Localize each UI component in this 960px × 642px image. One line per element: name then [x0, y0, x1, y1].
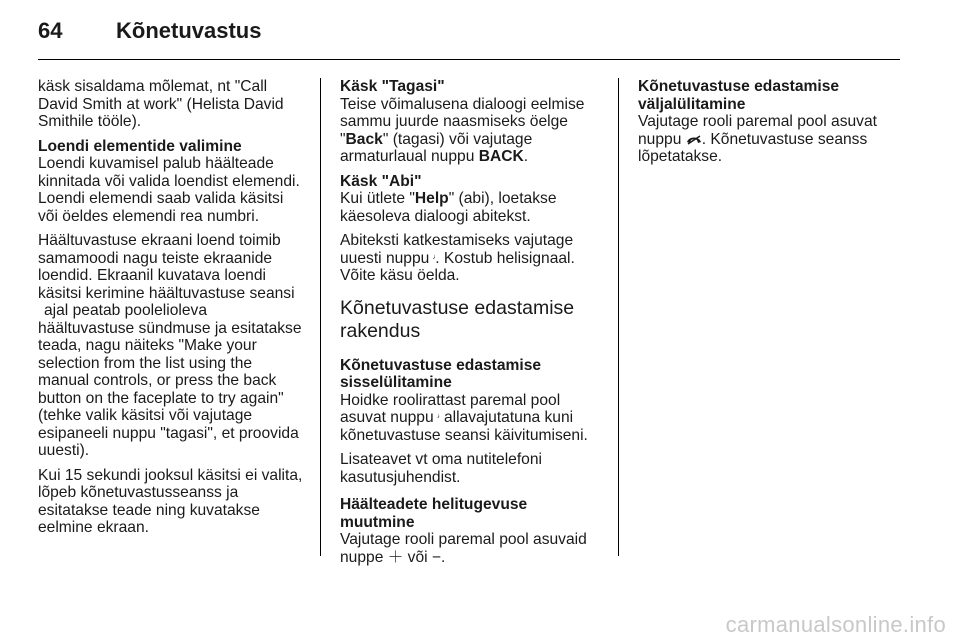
- text: sisselülitamine: [340, 374, 452, 391]
- text: allavajutatuna kuni kõnetuvastuse seansi käivitumiseni.: [340, 409, 588, 444]
- paragraph: Loendi kuvamisel palub häälteade kinnitada või valida loendist elemendi. Loendi elemendi saab valida käsitsi või öeldes elemendi rea numbri.: [38, 155, 300, 225]
- text: Häältuvastuse ekraani loend toimib samamoodi nagu teiste ekraanide loendid. Ekraanil kuvatava loendi käsitsi kerimine häältuvastuse seansi: [38, 232, 295, 302]
- subheading-volume: Häälteadete helitugevuse muutmine: [340, 496, 528, 531]
- paragraph: Kui 15 sekundi jooksul käsitsi ei valita, lõpeb kõnetuvastusseanss ja esitatakse teade ning kuvatakse eelmine ekraan.: [38, 466, 303, 536]
- minus-icon: −: [431, 548, 442, 566]
- text: väljalülitamine: [638, 95, 746, 113]
- keyword-back-button: BACK: [478, 148, 524, 165]
- section-heading: Kõnetuvastuse edastamise rakendus: [340, 296, 575, 342]
- paragraph: [340, 190, 606, 225]
- text: Kui ütlete ": [340, 190, 415, 207]
- subheading-help-command: Käsk "Abi": [340, 172, 422, 190]
- subheading-list-selection: Loendi elementide valimine: [38, 137, 242, 155]
- paragraph: käsk sisaldama mõlemat, nt "Call David Smith at work" (Helista David Smithile tööle).: [38, 78, 284, 130]
- text: " (abi), loetakse käesoleva dialoogi abitekst.: [340, 190, 557, 225]
- watermark: carmanualsonline.info: [725, 612, 946, 637]
- text: Kõnetuvastuse edastamise: [638, 78, 840, 95]
- paragraph: [340, 531, 606, 566]
- column-2: [340, 78, 606, 573]
- text: Vajutage rooli paremal pool asuvaid nuppe: [340, 531, 587, 566]
- plus-icon: ＋: [387, 548, 404, 566]
- paragraph: Lisateavet vt oma nutitelefoni kasutusjuhendist.: [340, 451, 542, 486]
- column-1: [38, 78, 306, 544]
- text: . Kõnetuvastuse seanss lõpetatakse.: [638, 130, 868, 165]
- text: Vajutage rooli paremal pool asuvat nuppu: [638, 113, 877, 148]
- subheading-activation: [340, 357, 606, 392]
- paragraph: [638, 113, 902, 166]
- text: ajal peatab poolelioleva: [44, 302, 207, 319]
- column-divider-2: [618, 78, 619, 556]
- column-3: [638, 78, 902, 173]
- text: . Kostub helisignaal. Võite käsu öelda.: [340, 249, 575, 284]
- text: .: [523, 148, 529, 165]
- header-divider: [38, 59, 900, 60]
- text: Abiteksti katkestamiseks vajutage uuesti nuppu: [340, 232, 574, 267]
- voice-icon: 𝆞: [433, 249, 436, 266]
- paragraph: [340, 232, 606, 285]
- subheading-deactivation: [638, 78, 902, 113]
- subheading-back-command: Käsk "Tagasi": [340, 78, 445, 95]
- hang-up-icon: [686, 131, 702, 149]
- text: häältuvastuse sündmuse ja esitatakse teada, nagu näiteks "Make your selection from the list using the manual controls, or press the back button on the faceplate to try again" (tehke valik käsitsi või vajutage esipaneeli nuppu "tagasi", et proovida uuesti).: [38, 319, 302, 459]
- text: " (tagasi) või vajutage armaturlaual nuppu: [340, 130, 533, 165]
- paragraph: [340, 392, 606, 445]
- page-title: Kõnetuvastus: [116, 18, 262, 43]
- column-divider-1: [320, 78, 321, 556]
- keyword-help: Help: [414, 190, 449, 207]
- text: või: [403, 548, 432, 566]
- voice-icon: 𝆞: [437, 409, 440, 425]
- page-number: 64: [38, 18, 63, 43]
- text: Kõnetuvastuse edastamise: [340, 356, 542, 374]
- text: .: [441, 548, 446, 566]
- text: Teise võimalusena dialoogi eelmise sammu juurde naasmiseks öelge ": [340, 95, 585, 148]
- text: Hoidke roolirattast paremal pool asuvat nuppu: [340, 391, 561, 426]
- paragraph: [38, 232, 306, 460]
- paragraph: [340, 96, 606, 166]
- keyword-back: Back: [345, 130, 383, 148]
- page-header: [38, 18, 261, 48]
